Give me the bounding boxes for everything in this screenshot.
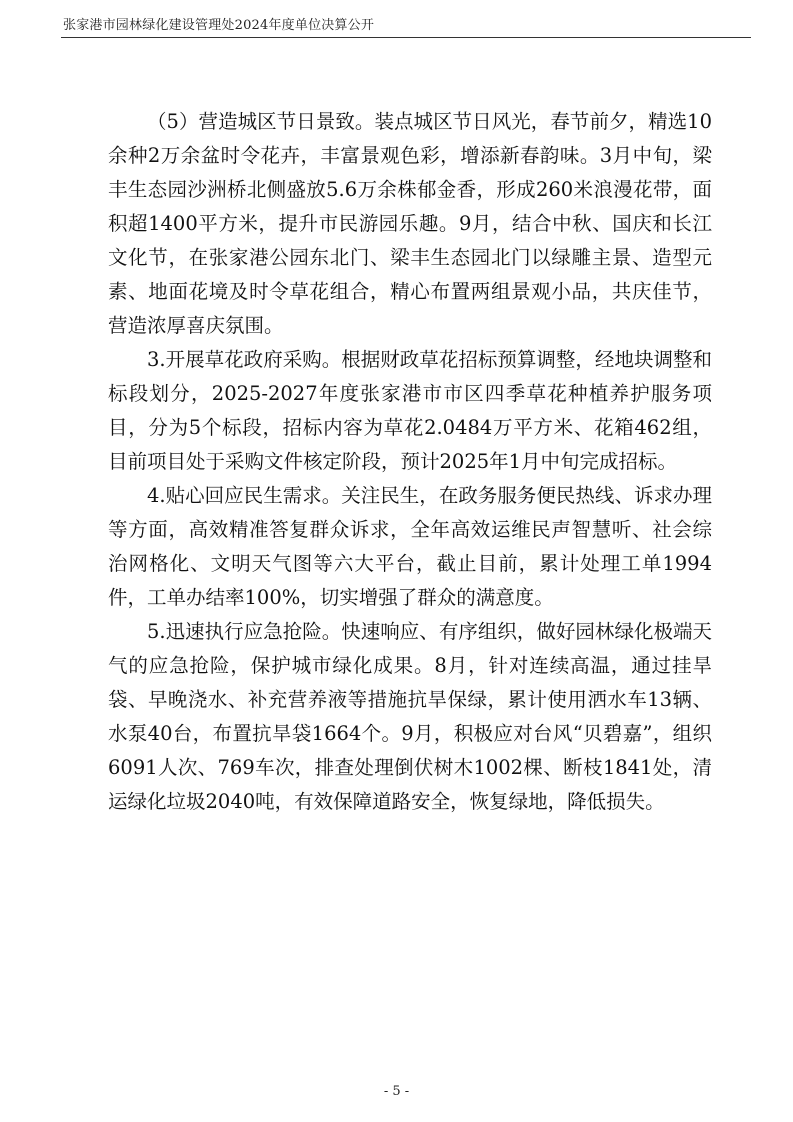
paragraph-emergency-response: 5.迅速执行应急抢险。快速响应、有序组织，做好园林绿化极端天气的应急抢险，保护城市绿化成果。8月，针对连续高温，通过挂旱袋、早晚浇水、补充营养液等措施抗旱保绿，累计使用洒水车13辆、水泵40台，布置抗旱袋1664个。9月，积极应对台风“贝碧嘉”，组织6091人次、769车次，排查处理倒伏树木1002棵、断枝1841处，清运绿化垃圾2040吨，有效保障道路安全，恢复绿地，降低损失。 (108, 620, 712, 813)
document-body (108, 105, 712, 819)
paragraph-flower-procurement: 3.开展草花政府采购。根据财政草花招标预算调整，经地块调整和标段划分，2025-2027年度张家港市市区四季草花种植养护服务项目，分为5个标段，招标内容为草花2.0484万平方米、花箱462组，目前项目处于采购文件核定阶段，预计2025年1月中旬完成招标。 (108, 348, 712, 473)
running-header: 张家港市园林绿化建设管理处2024年度单位决算公开 (63, 18, 375, 33)
page-number: - 5 - (383, 1084, 410, 1099)
paragraph-holiday-landscape: （5）营造城区节日景致。装点城区节日风光，春节前夕，精选10余种2万余盆时令花卉，丰富景观色彩，增添新春韵味。3月中旬，梁丰生态园沙洲桥北侧盛放5.6万余株郁金香，形成260米浪漫花带，面积超1400平方米，提升市民游园乐趣。9月，结合中秋、国庆和长江文化节，在张家港公园东北门、梁丰生态园北门以绿雕主景、造型元素、地面花境及时令草花组合，精心布置两组景观小品，共庆佳节，营造浓厚喜庆氛围。 (108, 110, 712, 337)
header-divider (61, 37, 751, 38)
paragraph-public-demands: 4.贴心回应民生需求。关注民生，在政务服务便民热线、诉求办理等方面，高效精准答复群众诉求，全年高效运维民声智慧听、社会综治网格化、文明天气图等六大平台，截止目前，累计处理工单1994件，工单办结率100%，切实增强了群众的满意度。 (108, 484, 712, 609)
